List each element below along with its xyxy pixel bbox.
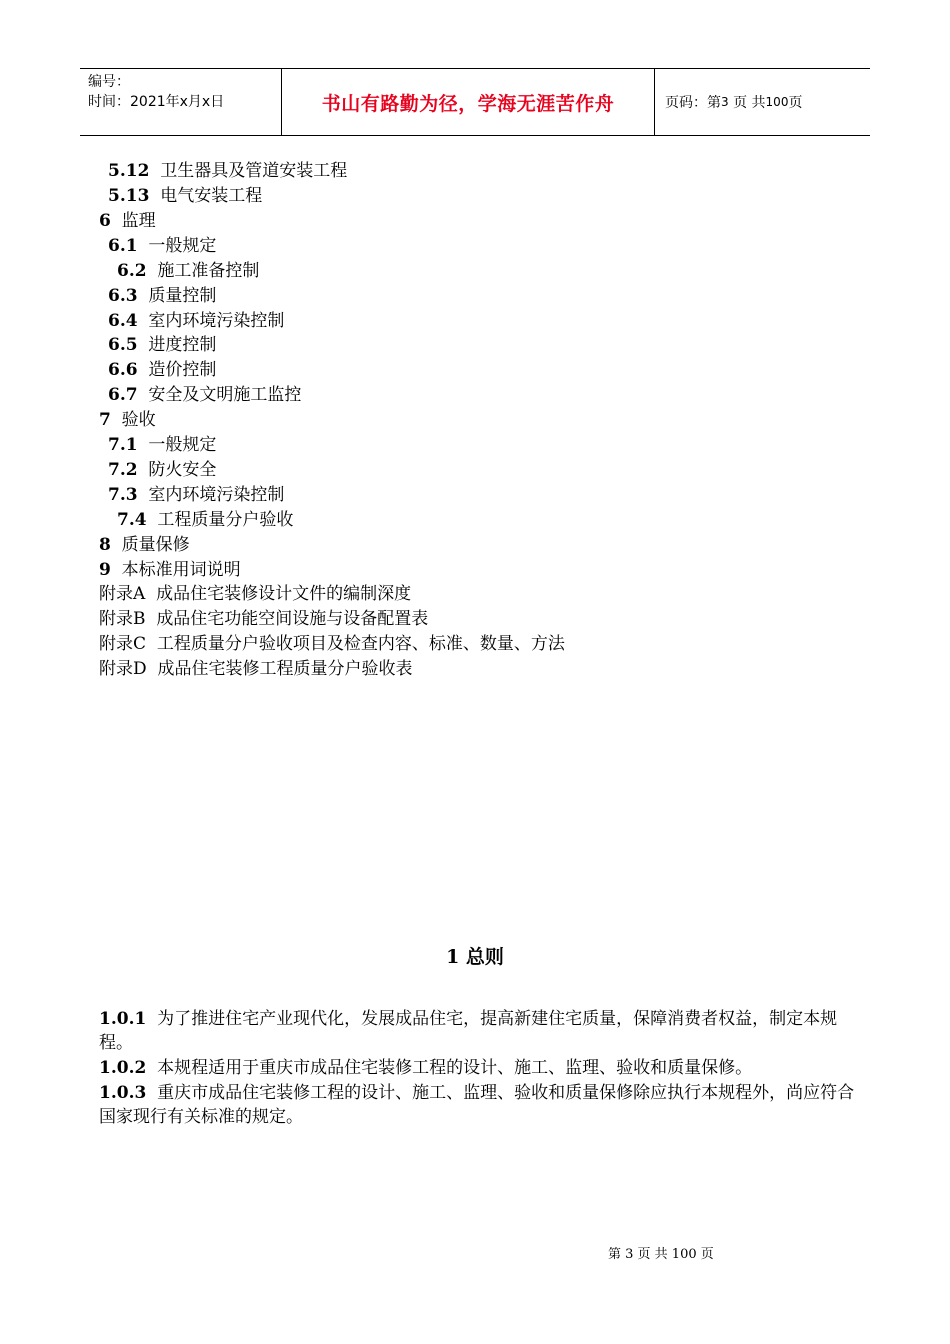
header-page-suffix: 页	[788, 95, 803, 111]
toc-item: 6 监理	[99, 211, 156, 231]
section-title: 1 总则	[446, 946, 504, 968]
header-slogan-cell	[282, 69, 655, 135]
toc-item: 9 本标准用词说明	[99, 560, 241, 580]
toc-item: 6.2 施工准备控制	[117, 261, 260, 281]
toc-item: 5.13 电气安装工程	[108, 186, 263, 206]
toc-item: 7.1 一般规定	[108, 435, 217, 455]
header-meta-cell	[80, 69, 282, 135]
toc-item: 7.3 室内环境污染控制	[108, 485, 285, 505]
clause-paragraph	[99, 1081, 869, 1129]
clause-text: 重庆市成品住宅装修工程的设计、施工、监理、验收和质量保修除应执行本规程外，尚应符合国家现行有关标准的规定。	[99, 1083, 855, 1127]
toc-item: 附录C 工程质量分户验收项目及检查内容、标准、数量、方法	[99, 634, 565, 654]
toc-item: 7 验收	[99, 410, 156, 430]
toc-item: 附录A 成品住宅装修设计文件的编制深度	[99, 584, 412, 604]
header-page-total: 100	[765, 95, 789, 109]
clause-paragraph	[99, 1007, 869, 1055]
toc-item: 6.7 安全及文明施工监控	[108, 385, 302, 405]
clause-paragraph	[99, 1056, 869, 1080]
toc-item: 5.12 卫生器具及管道安装工程	[108, 161, 348, 181]
toc-item: 6.6 造价控制	[108, 360, 217, 380]
clause-text: 为了推进住宅产业现代化，发展成品住宅，提高新建住宅质量，保障消费者权益，制定本规程。	[99, 1009, 838, 1053]
toc-item: 6.4 室内环境污染控制	[108, 311, 285, 331]
toc-item: 7.2 防火安全	[108, 460, 217, 480]
page-header	[80, 68, 870, 136]
header-page-current: 3	[721, 95, 729, 109]
footer-page-number: 第 3 页 共 100 页	[608, 1247, 714, 1262]
header-page-prefix: 页码：第	[665, 95, 721, 111]
clause-number: 1.0.2	[99, 1058, 147, 1078]
clause-number: 1.0.1	[99, 1009, 147, 1029]
header-slogan: 书山有路勤为径，学海无涯苦作舟	[321, 92, 615, 115]
toc-item: 6.1 一般规定	[108, 236, 217, 256]
clause-text: 本规程适用于重庆市成品住宅装修工程的设计、施工、监理、验收和质量保修。	[157, 1058, 753, 1078]
toc-item: 6.5 进度控制	[108, 335, 217, 355]
clause-number: 1.0.3	[99, 1083, 147, 1103]
toc-item: 7.4 工程质量分户验收	[117, 510, 294, 530]
toc-item: 附录B 成品住宅功能空间设施与设备配置表	[99, 609, 429, 629]
toc-item: 6.3 质量控制	[108, 286, 217, 306]
toc-item: 8 质量保修	[99, 535, 190, 555]
document-time-label: 时间：2021年x月x日	[88, 94, 225, 110]
header-page-cell	[655, 69, 870, 135]
document-number-label: 编号：	[88, 74, 130, 90]
toc-item: 附录D 成品住宅装修工程质量分户验收表	[99, 659, 413, 679]
header-page-mid: 页 共	[733, 95, 766, 111]
